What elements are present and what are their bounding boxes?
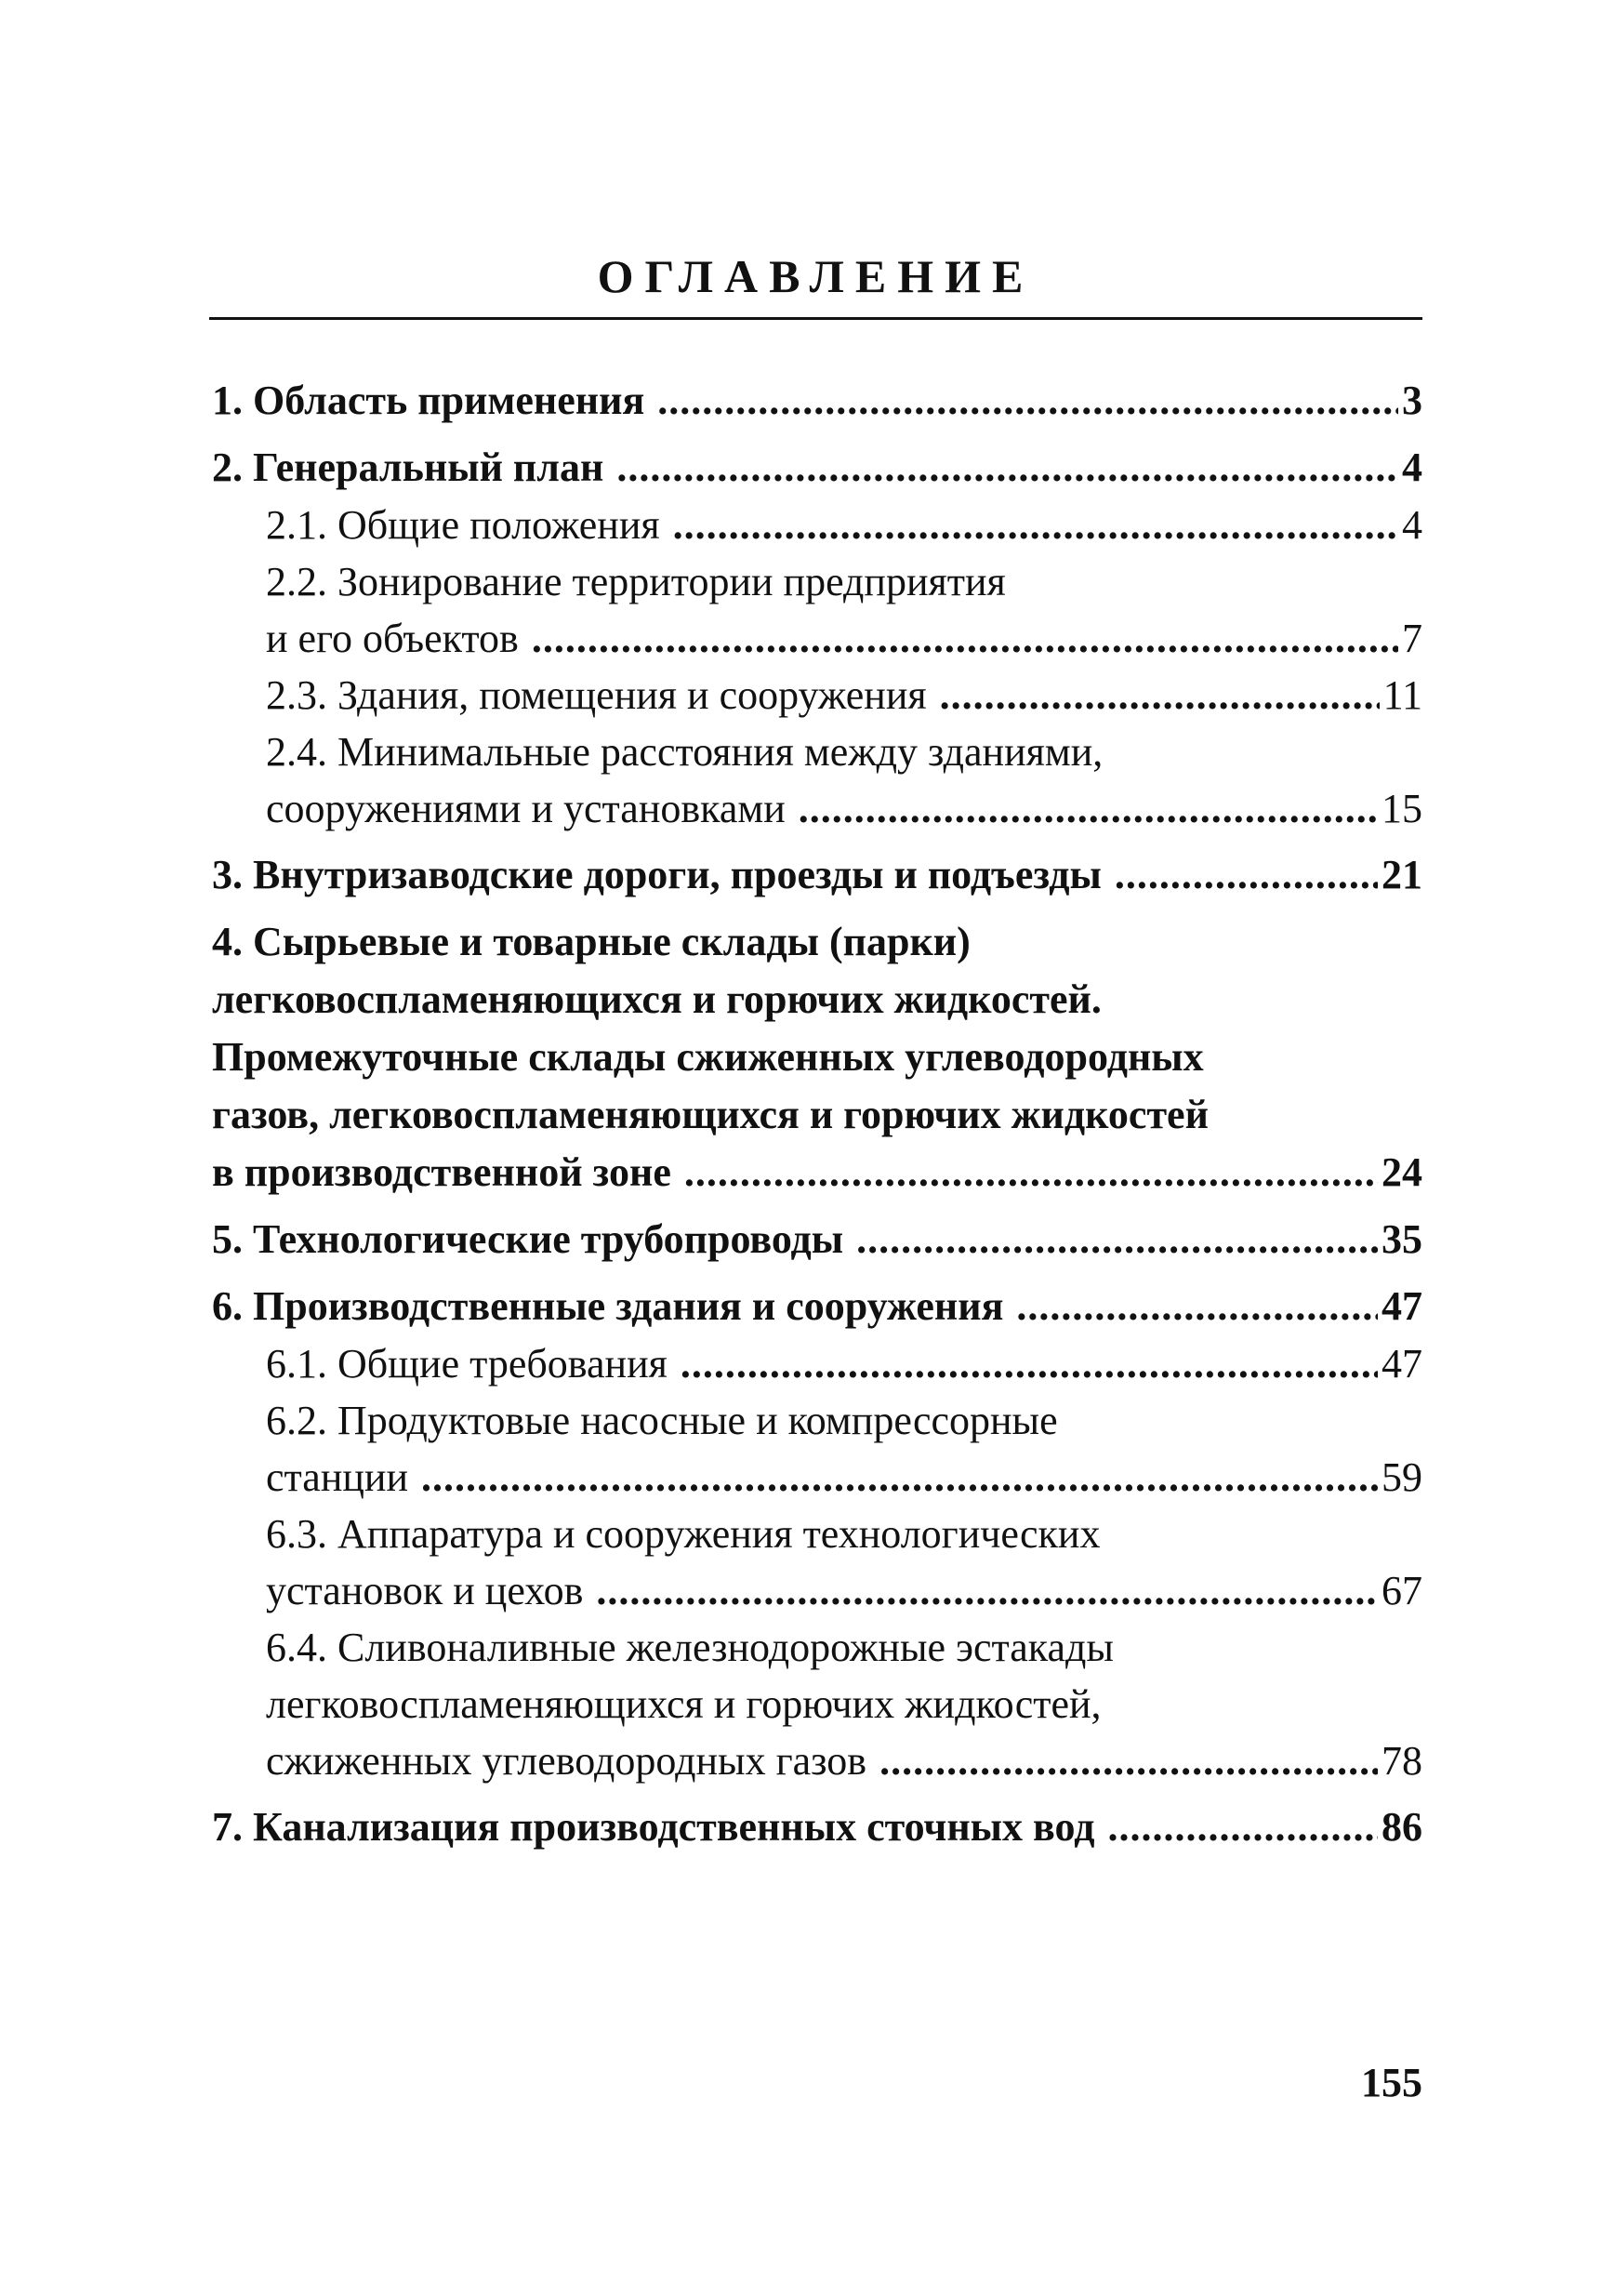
toc-page-number: 15 xyxy=(1382,786,1422,831)
dot-leader xyxy=(940,667,1380,723)
toc-page-number: 67 xyxy=(1382,1568,1422,1613)
toc-section xyxy=(212,846,1422,904)
toc-section xyxy=(212,372,1422,430)
toc-section xyxy=(212,1798,1422,1856)
toc-entry-line: 2.2. Зонирование территории предприятия xyxy=(266,559,1006,604)
toc-entry-final-line xyxy=(266,1335,1422,1392)
toc-entry-final-line xyxy=(266,780,1422,837)
dot-leader xyxy=(856,1211,1378,1268)
toc-entry-title: и его объектов xyxy=(266,616,519,661)
toc-page-number: 4 xyxy=(1402,502,1422,548)
toc-entry-line: 2.4. Минимальные расстояния между зданиями, xyxy=(266,729,1104,775)
toc-entry-final-line xyxy=(212,439,1422,497)
toc-page-number: 86 xyxy=(1382,1804,1422,1850)
toc-entry-line: Промежуточные склады сжиженных углеводородных xyxy=(212,1034,1204,1080)
toc-entry-title: 3. Внутризаводские дороги, проезды и подъезды xyxy=(212,852,1102,897)
toc-entry-final-line xyxy=(266,1449,1422,1506)
toc-subsection xyxy=(212,667,1422,723)
toc-page-number: 3 xyxy=(1402,378,1422,423)
toc-heading: ОГЛАВЛЕНИЕ xyxy=(597,250,1035,302)
dot-leader xyxy=(1107,1798,1378,1856)
toc-subsection xyxy=(212,497,1422,553)
toc-section xyxy=(212,913,1422,1201)
dot-leader xyxy=(616,439,1398,497)
toc-subsection xyxy=(212,553,1422,667)
toc-page-number: 24 xyxy=(1382,1149,1422,1195)
toc-entry-final-line xyxy=(212,1278,1422,1335)
toc-page-number: 4 xyxy=(1402,445,1422,490)
toc-entry-line: 6.4. Сливоналивные железнодорожные эстакады xyxy=(266,1625,1114,1670)
toc-entry-title: станции xyxy=(266,1454,409,1500)
page-number: 155 xyxy=(1361,2060,1422,2105)
dot-leader xyxy=(657,372,1398,430)
toc-page-number: 11 xyxy=(1382,672,1422,718)
toc-subsection xyxy=(212,723,1422,837)
toc-page-number: 78 xyxy=(1382,1738,1422,1784)
toc-entry-final-line xyxy=(212,846,1422,904)
toc-entry-final-line xyxy=(266,497,1422,553)
toc-entry-title: в производственной зоне xyxy=(212,1149,671,1195)
toc-entry-final-line xyxy=(266,667,1422,723)
toc-entry-title: 1. Область применения xyxy=(212,378,645,423)
toc-entry-title: 6. Производственные здания и сооружения xyxy=(212,1283,1004,1329)
toc-entry-title: 5. Технологические трубопроводы xyxy=(212,1216,844,1262)
toc-entry-line: 6.2. Продуктовые насосные и компрессорные xyxy=(266,1398,1058,1443)
toc-page-number: 21 xyxy=(1382,852,1422,897)
toc-page-number: 35 xyxy=(1382,1216,1422,1262)
toc-entry-line: легковоспламеняющихся и горючих жидкостей. xyxy=(212,976,1102,1022)
toc-entry-title: 6.1. Общие требования xyxy=(266,1341,668,1387)
toc-entry-line: легковоспламеняющихся и горючих жидкостей, xyxy=(266,1681,1102,1727)
dot-leader xyxy=(1115,846,1378,904)
toc-page-number: 47 xyxy=(1382,1283,1422,1329)
toc-entry-final-line xyxy=(212,1798,1422,1856)
toc-entry-title: 2.3. Здания, помещения и сооружения xyxy=(266,672,927,718)
toc-entry-title: 2.1. Общие положения xyxy=(266,502,660,548)
toc-page-number: 47 xyxy=(1382,1341,1422,1387)
toc-entry-final-line xyxy=(212,372,1422,430)
toc-entry-final-line xyxy=(212,1211,1422,1268)
dot-leader xyxy=(596,1562,1378,1619)
toc-entry-final-line xyxy=(266,1562,1422,1619)
toc-section xyxy=(212,1278,1422,1335)
toc-page-number: 7 xyxy=(1402,616,1422,661)
toc-entry-line: 6.3. Аппаратура и сооружения технологических xyxy=(266,1511,1101,1557)
dot-leader xyxy=(673,497,1398,553)
dot-leader xyxy=(684,1144,1378,1201)
dot-leader xyxy=(1016,1278,1378,1335)
dot-leader xyxy=(879,1732,1378,1789)
toc-entry-final-line xyxy=(266,1732,1422,1789)
toc-entry-title: установок и цехов xyxy=(266,1568,584,1613)
toc-page-number: 59 xyxy=(1382,1454,1422,1500)
toc-section xyxy=(212,439,1422,497)
toc-section xyxy=(212,1211,1422,1268)
toc-entry-title: 2. Генеральный план xyxy=(212,445,604,490)
toc-subsection xyxy=(212,1506,1422,1619)
toc-entry-title: сжиженных углеводородных газов xyxy=(266,1738,867,1784)
toc-subsection xyxy=(212,1619,1422,1789)
toc-list xyxy=(212,372,1422,1856)
toc-entry-title: сооружениями и установками xyxy=(266,786,786,831)
dot-leader xyxy=(799,780,1378,837)
heading-rule xyxy=(209,317,1422,320)
dot-leader xyxy=(421,1449,1378,1506)
dot-leader xyxy=(681,1335,1378,1392)
toc-entry-line: 4. Сырьевые и товарные склады (парки) xyxy=(212,919,971,964)
dot-leader xyxy=(532,610,1398,667)
toc-subsection xyxy=(212,1335,1422,1392)
toc-entry-title: 7. Канализация производственных сточных вод xyxy=(212,1804,1095,1850)
toc-subsection xyxy=(212,1392,1422,1506)
toc-entry-final-line xyxy=(212,1144,1422,1201)
toc-entry-line: газов, легковоспламеняющихся и горючих жидкостей xyxy=(212,1092,1209,1137)
toc-entry-final-line xyxy=(266,610,1422,667)
